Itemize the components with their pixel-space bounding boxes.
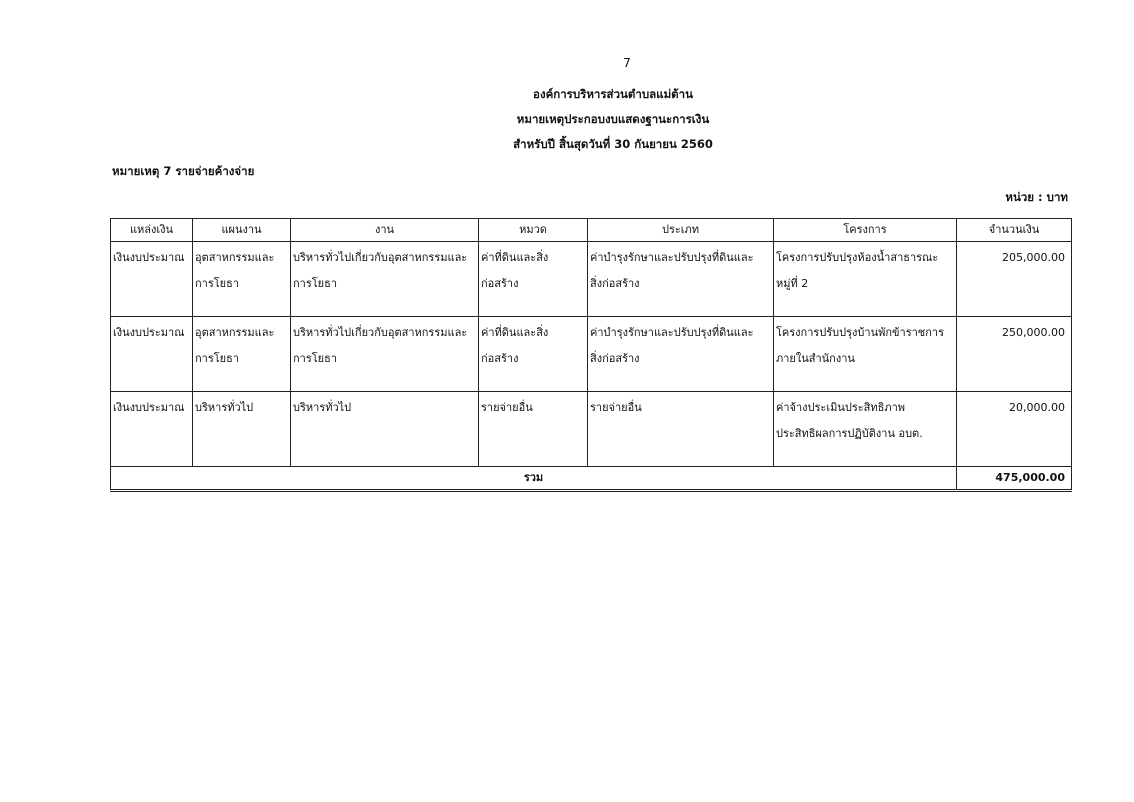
total-label: รวม	[111, 467, 957, 491]
cell-plan-line-2: การโยธา	[195, 277, 239, 290]
cell-category: รายจ่ายอื่น	[479, 392, 588, 467]
cell-plan-line-1: บริหารทั่วไป	[195, 401, 254, 414]
cell-work	[291, 392, 479, 467]
column-header-type: ประเภท	[588, 219, 774, 242]
cell-type-line-1: ค่าบำรุงรักษาและปรับปรุงที่ดินและ	[590, 326, 754, 339]
organization-name: องค์การบริหารส่วนตำบลแม่ต้าน	[533, 87, 693, 101]
cell-type	[588, 242, 774, 317]
cell-project-line-1: ค่าจ้างประเมินประสิทธิภาพ	[776, 401, 906, 414]
column-header-work: งาน	[291, 219, 479, 242]
cell-work-line-1: บริหารทั่วไปเกี่ยวกับอุตสาหกรรมและ	[293, 326, 468, 339]
cell-project-line-2: ประสิทธิผลการปฏิบัติงาน อบต.	[776, 427, 923, 440]
cell-type	[588, 392, 774, 467]
total-row	[111, 467, 1072, 491]
cell-type-line-2: สิ่งก่อสร้าง	[590, 352, 640, 365]
cell-source: เงินงบประมาณ	[111, 392, 193, 467]
cell-work-line-2: การโยธา	[293, 277, 337, 290]
table-row	[111, 317, 1072, 392]
cell-amount: 250,000.00	[957, 317, 1072, 392]
cell-plan-line-1: อุตสาหกรรมและ	[195, 251, 275, 264]
column-header-plan: แผนงาน	[193, 219, 291, 242]
cell-category: ค่าที่ดินและสิ่งก่อสร้าง	[479, 317, 588, 392]
cell-type	[588, 317, 774, 392]
table-header-row	[111, 219, 1072, 242]
page-number: 7	[623, 56, 631, 70]
cell-work	[291, 317, 479, 392]
cell-project-line-2: ภายในสำนักงาน	[776, 352, 855, 365]
cell-project-line-1: โครงการปรับปรุงบ้านพักข้าราชการ	[776, 326, 945, 339]
column-header-category: หมวด	[479, 219, 588, 242]
cell-type-line-1: รายจ่ายอื่น	[590, 401, 642, 414]
cell-project	[774, 317, 957, 392]
column-header-amount: จำนวนเงิน	[957, 219, 1072, 242]
cell-work-line-1: บริหารทั่วไปเกี่ยวกับอุตสาหกรรมและ	[293, 251, 468, 264]
cell-project	[774, 392, 957, 467]
total-amount: 475,000.00	[957, 467, 1072, 491]
cell-amount: 205,000.00	[957, 242, 1072, 317]
cell-work	[291, 242, 479, 317]
statement-title: หมายเหตุประกอบงบแสดงฐานะการเงิน	[516, 112, 710, 126]
unit-label: หน่วย : บาท	[1005, 190, 1068, 204]
column-header-source: แหล่งเงิน	[111, 219, 193, 242]
cell-type-line-1: ค่าบำรุงรักษาและปรับปรุงที่ดินและ	[590, 251, 754, 264]
cell-plan	[193, 242, 291, 317]
cell-category: ค่าที่ดินและสิ่งก่อสร้าง	[479, 242, 588, 317]
table-row	[111, 392, 1072, 467]
cell-work-line-2: การโยธา	[293, 352, 337, 365]
cell-project-line-1: โครงการปรับปรุงห้องน้ำสาธารณะ	[776, 251, 939, 264]
cell-type-line-2: สิ่งก่อสร้าง	[590, 277, 640, 290]
cell-source: เงินงบประมาณ	[111, 317, 193, 392]
cell-plan	[193, 317, 291, 392]
table-row	[111, 242, 1072, 317]
accrued-expenses-table	[110, 218, 1072, 492]
cell-project	[774, 242, 957, 317]
cell-project-line-2: หมู่ที่ 2	[776, 277, 809, 290]
column-header-project: โครงการ	[774, 219, 957, 242]
cell-plan-line-1: อุตสาหกรรมและ	[195, 326, 275, 339]
cell-plan-line-2: การโยธา	[195, 352, 239, 365]
note-title: หมายเหตุ 7 รายจ่ายค้างจ่าย	[112, 164, 255, 178]
cell-work-line-1: บริหารทั่วไป	[293, 401, 352, 414]
cell-amount: 20,000.00	[957, 392, 1072, 467]
period-line: สำหรับปี สิ้นสุดวันที่ 30 กันยายน 2560	[513, 137, 713, 151]
cell-plan	[193, 392, 291, 467]
cell-source: เงินงบประมาณ	[111, 242, 193, 317]
